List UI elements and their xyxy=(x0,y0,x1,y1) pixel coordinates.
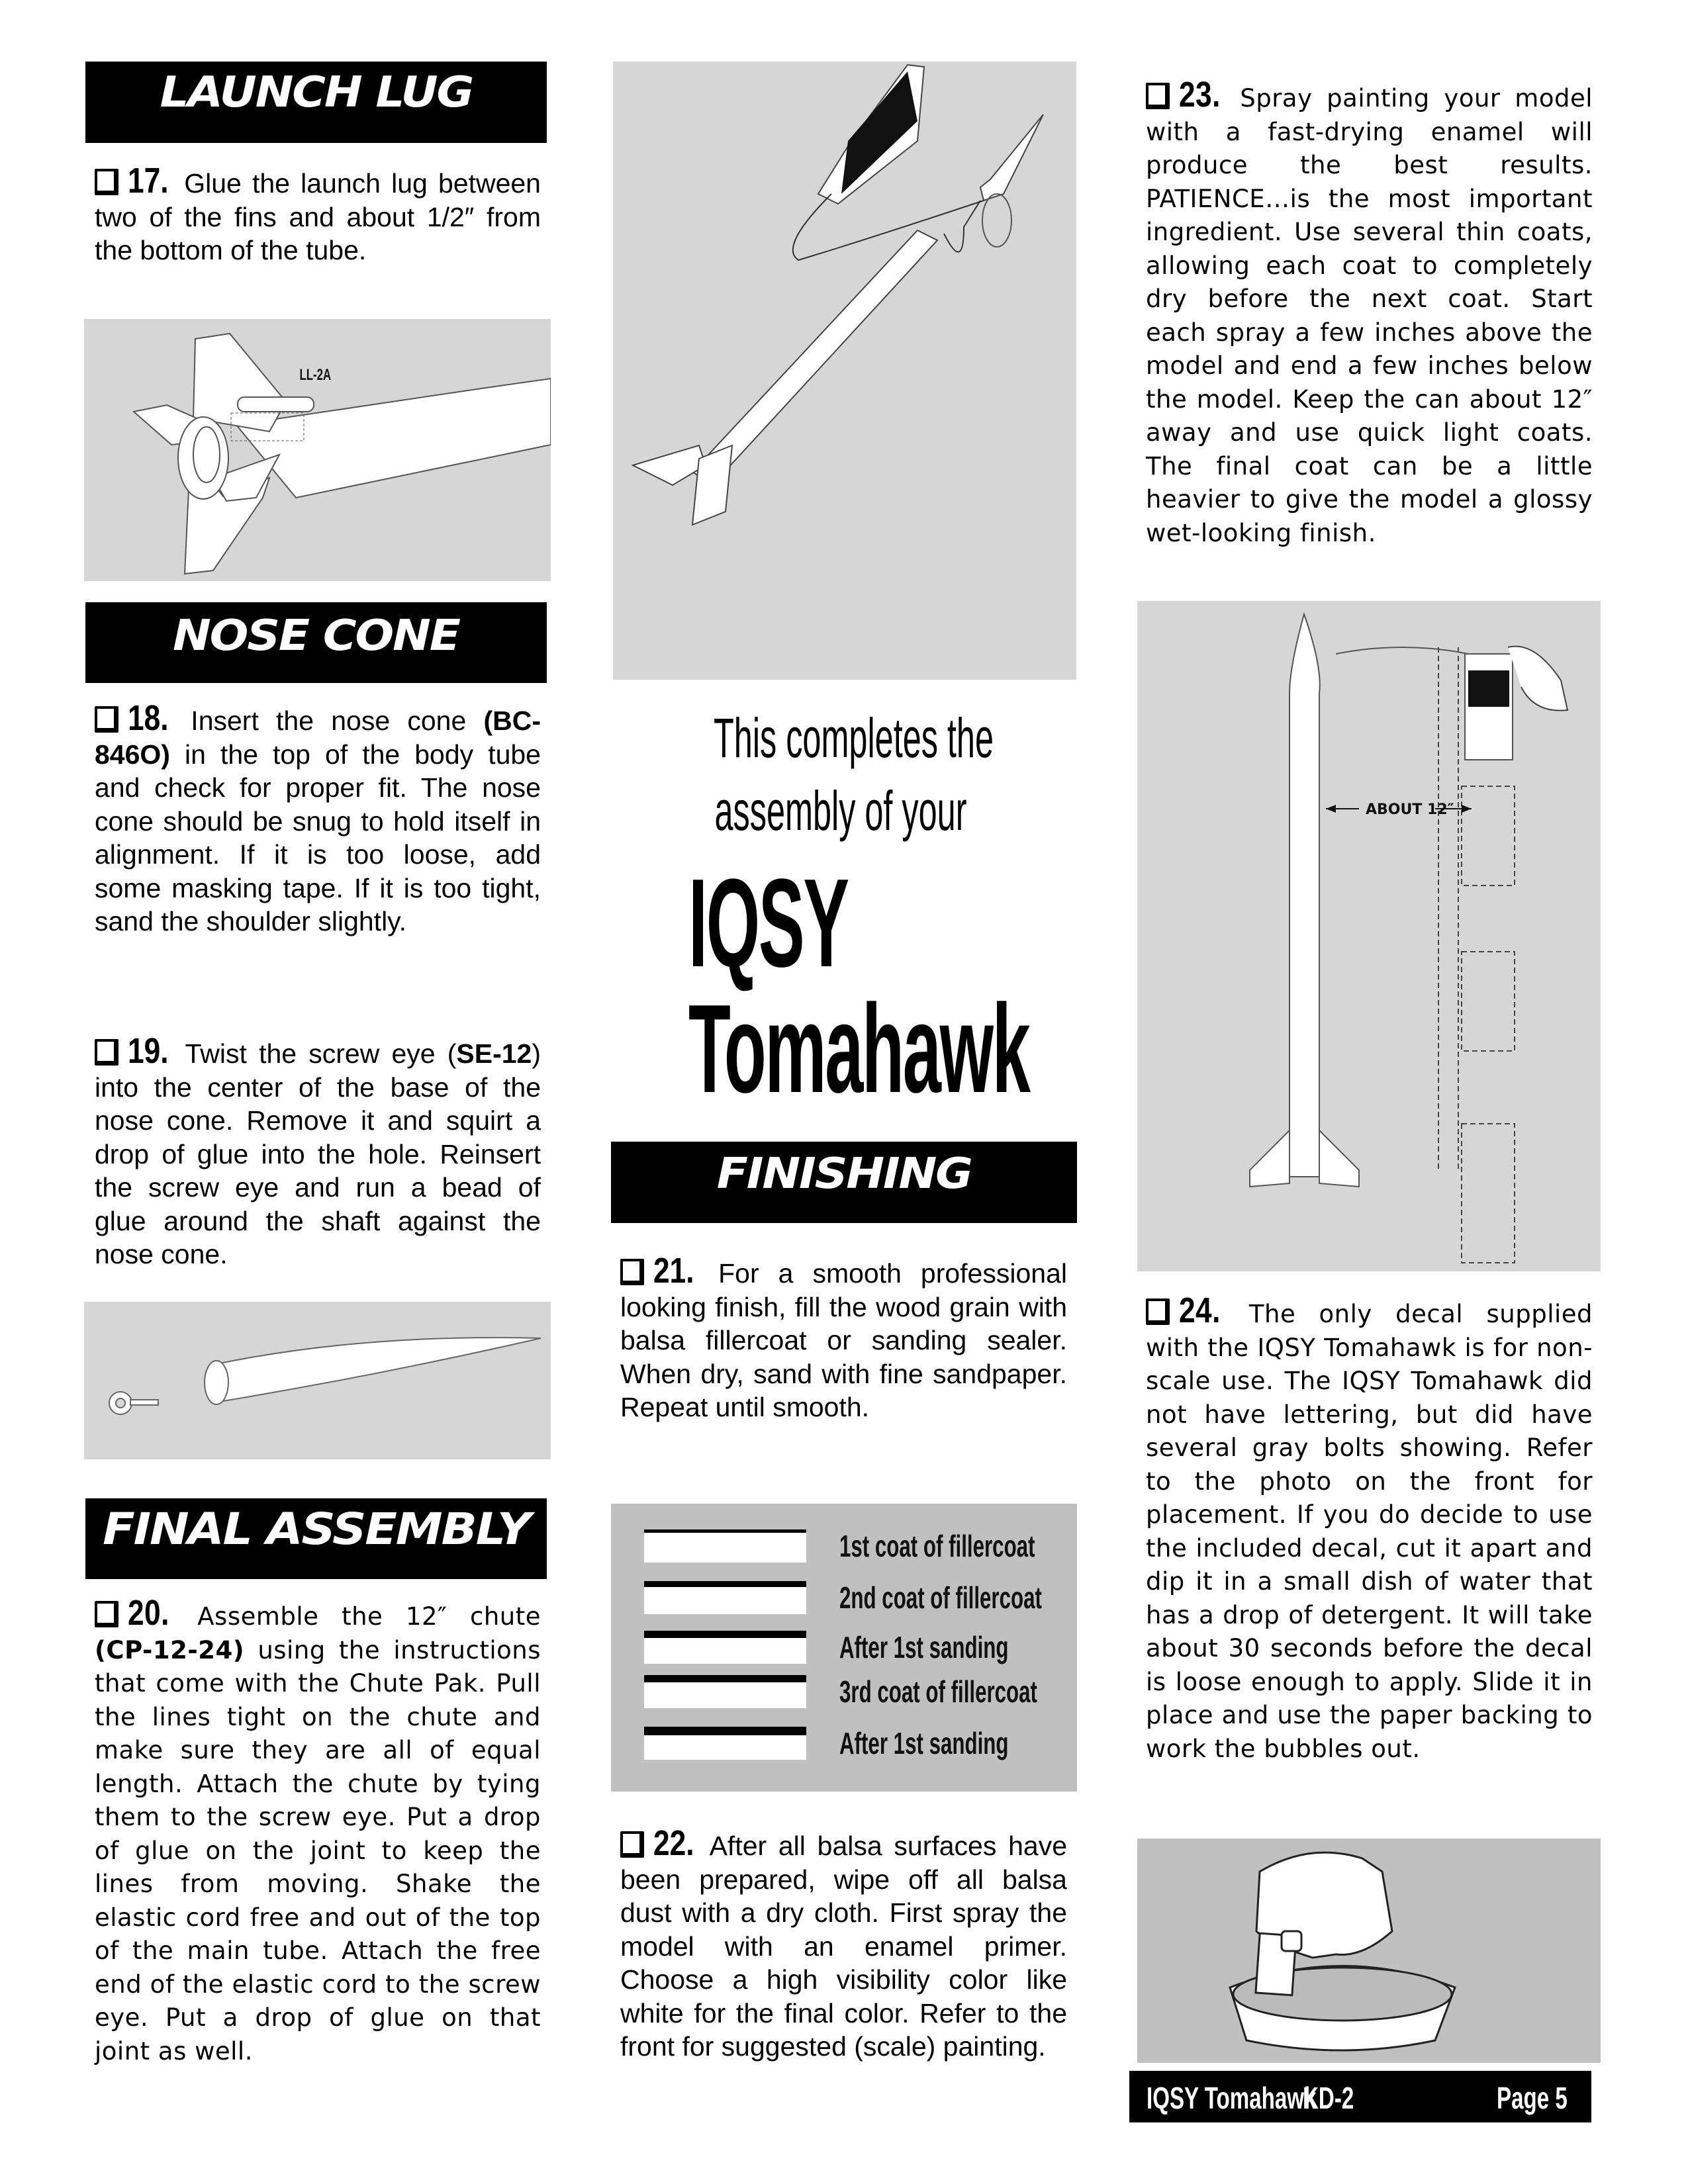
step-number: 22. xyxy=(653,1823,694,1863)
fillercoat-label: 3rd coat of fillercoat xyxy=(839,1674,1037,1709)
product-name-line-2: Tomahawk xyxy=(688,979,1029,1119)
fillercoat-row xyxy=(644,1674,1077,1709)
step-18 xyxy=(95,698,541,938)
step-22 xyxy=(620,1823,1067,2064)
rocket-parachute-diagram xyxy=(613,62,1076,680)
completion-line-2: assembly of your xyxy=(714,780,967,842)
section-title: NOSE CONE xyxy=(173,612,459,660)
hand-dipping-decal-diagram xyxy=(1137,1839,1601,2063)
illustration-assembled-rocket xyxy=(613,62,1076,680)
fillercoat-label: After 1st sanding xyxy=(839,1726,1009,1760)
step-text: Glue the launch lug between two of the fins and about 1/2″ from the bottom of the tube. xyxy=(95,168,541,265)
spray-painting-diagram xyxy=(1137,601,1601,1271)
step-24 xyxy=(1146,1291,1593,1766)
section-title: FINISHING xyxy=(716,1150,972,1199)
step-text: The only decal supplied with the IQSY Tomahawk is for non-scale use. The IQSY Tomahawk did not have lettering, but did have several gray bolts showing. Refer to the photo on the front for placement. If you do decide to use the included decal, cut it apart and dip it in a small dish of water that has a drop of detergent. It will take about 30 seconds before the decal is loose enough to apply. Slide it in place and use the paper backing to work the bubbles out. xyxy=(1146,1300,1593,1763)
distance-label: ABOUT 12″ xyxy=(1366,801,1454,818)
illustration-spray-painting xyxy=(1137,601,1601,1271)
step-text: using the instructions that come with the Chute Pak. Pull the lines tight on the chute and make sure they are all of equal length. Attach the chute by tying them to the screw eye. Put a drop of glue on the joint to keep the lines from moving. Shake the elastic cord free and out of the top of the main tube. Attach the free end of the elastic cord to the screw eye. Put a drop of glue on that joint as well. xyxy=(95,1635,541,2066)
section-header-nose-cone xyxy=(85,602,547,683)
step-number: 17. xyxy=(128,161,169,201)
step-number: 21. xyxy=(653,1251,694,1291)
fillercoat-label: 2nd coat of fillercoat xyxy=(839,1580,1042,1615)
step-number: 20. xyxy=(128,1593,169,1633)
step-number: 23. xyxy=(1179,75,1221,114)
section-header-finishing xyxy=(611,1142,1077,1223)
step-text: Spray painting your model with a fast-drying enamel will produce the best results. PATIENCE…is the most important ingredient. Use several thin coats, allowing each coat to completely dry before the next coat. Start each spray a few inches above the model and end a few inches below the model. Keep the can about 12″ away and use quick light coats. The final coat can be a little heavier to give the model a glossy wet-looking finish. xyxy=(1146,84,1593,547)
fillercoat-label: After 1st sanding xyxy=(839,1630,1009,1664)
step-text: After all balsa surfaces have been prepared, wipe off all balsa dust with a dry cloth. First spray the model with an enamel primer. Choose a high visibility color like white for the final color. Refer to the front for suggested (scale) painting. xyxy=(620,1831,1067,2062)
step-21 xyxy=(620,1251,1067,1424)
footer-product-name: IQSY Tomahawk xyxy=(1147,2081,1317,2115)
completion-message xyxy=(629,702,1053,1119)
fillercoat-swatch xyxy=(644,1631,806,1664)
footer-kit-code: KD-2 xyxy=(1303,2081,1354,2115)
step-text: in the top of the body tube and check for proper fit. The nose cone should be snug to hold itself in alignment. If it is too loose, add some masking tape. If it is too tight, sand the shoulder slightly. xyxy=(95,739,541,936)
section-header-final-assembly xyxy=(85,1498,547,1579)
fillercoat-swatch xyxy=(644,1675,806,1708)
section-title: FINAL ASSEMBLY xyxy=(102,1504,530,1555)
fillercoat-row xyxy=(644,1580,1077,1615)
checkbox-step-24[interactable] xyxy=(1146,1298,1170,1325)
fillercoat-swatch xyxy=(644,1727,806,1760)
step-20 xyxy=(95,1593,541,2068)
step-text: Insert the nose cone xyxy=(191,705,484,736)
part-number: (CP-12-24) xyxy=(95,1635,245,1664)
checkbox-step-22[interactable] xyxy=(620,1831,644,1858)
checkbox-step-21[interactable] xyxy=(620,1259,644,1285)
step-17 xyxy=(95,161,541,267)
screw-eye-nose-cone-diagram xyxy=(84,1302,551,1459)
completion-line-1: This completes the xyxy=(714,707,994,769)
fillercoat-row xyxy=(644,1629,1077,1665)
checkbox-step-17[interactable] xyxy=(95,169,118,195)
fillercoat-swatch xyxy=(644,1529,806,1563)
fillercoat-swatch xyxy=(644,1581,806,1614)
fillercoat-row xyxy=(644,1725,1077,1761)
step-number: 18. xyxy=(128,698,169,738)
product-name-line-1: IQSY xyxy=(688,853,848,993)
checkbox-step-18[interactable] xyxy=(95,706,118,733)
checkbox-step-23[interactable] xyxy=(1146,83,1170,109)
part-number: (BC-846O) xyxy=(95,705,541,770)
step-number: 24. xyxy=(1179,1291,1221,1330)
step-text: For a smooth professional looking finish, fill the wood grain with balsa fillercoat or sanding sealer. When dry, sand with fine sandpaper. Repeat until smooth. xyxy=(620,1258,1067,1422)
fillercoat-row xyxy=(644,1528,1077,1564)
illustration-decal-water-dish xyxy=(1137,1839,1601,2063)
step-text: Twist the screw eye ( xyxy=(185,1038,457,1069)
section-title: LAUNCH LUG xyxy=(160,68,473,117)
section-header-launch-lug xyxy=(85,62,547,143)
step-19 xyxy=(95,1031,541,1271)
step-text: ) into the center of the base of the nose cone. Remove it and squirt a drop of glue into the hole. Reinsert the screw eye and run a bead of glue around the shaft against the nose cone. xyxy=(95,1038,541,1269)
part-label: LL-2A xyxy=(299,366,332,384)
illustration-screw-eye-nose-cone xyxy=(84,1302,551,1459)
rocket-fin-diagram xyxy=(84,319,551,581)
step-text: Assemble the 12″ chute xyxy=(197,1602,541,1631)
checkbox-step-19[interactable] xyxy=(95,1039,118,1066)
illustration-fillercoat-chart xyxy=(611,1504,1077,1792)
fillercoat-label: 1st coat of fillercoat xyxy=(839,1529,1035,1563)
step-number: 19. xyxy=(128,1031,169,1071)
checkbox-step-20[interactable] xyxy=(95,1601,118,1627)
illustration-launch-lug xyxy=(84,319,551,581)
footer-page-number: Page 5 xyxy=(1497,2081,1568,2115)
page-footer xyxy=(1129,2071,1591,2122)
part-number: SE-12 xyxy=(456,1038,532,1069)
step-23 xyxy=(1146,75,1593,550)
